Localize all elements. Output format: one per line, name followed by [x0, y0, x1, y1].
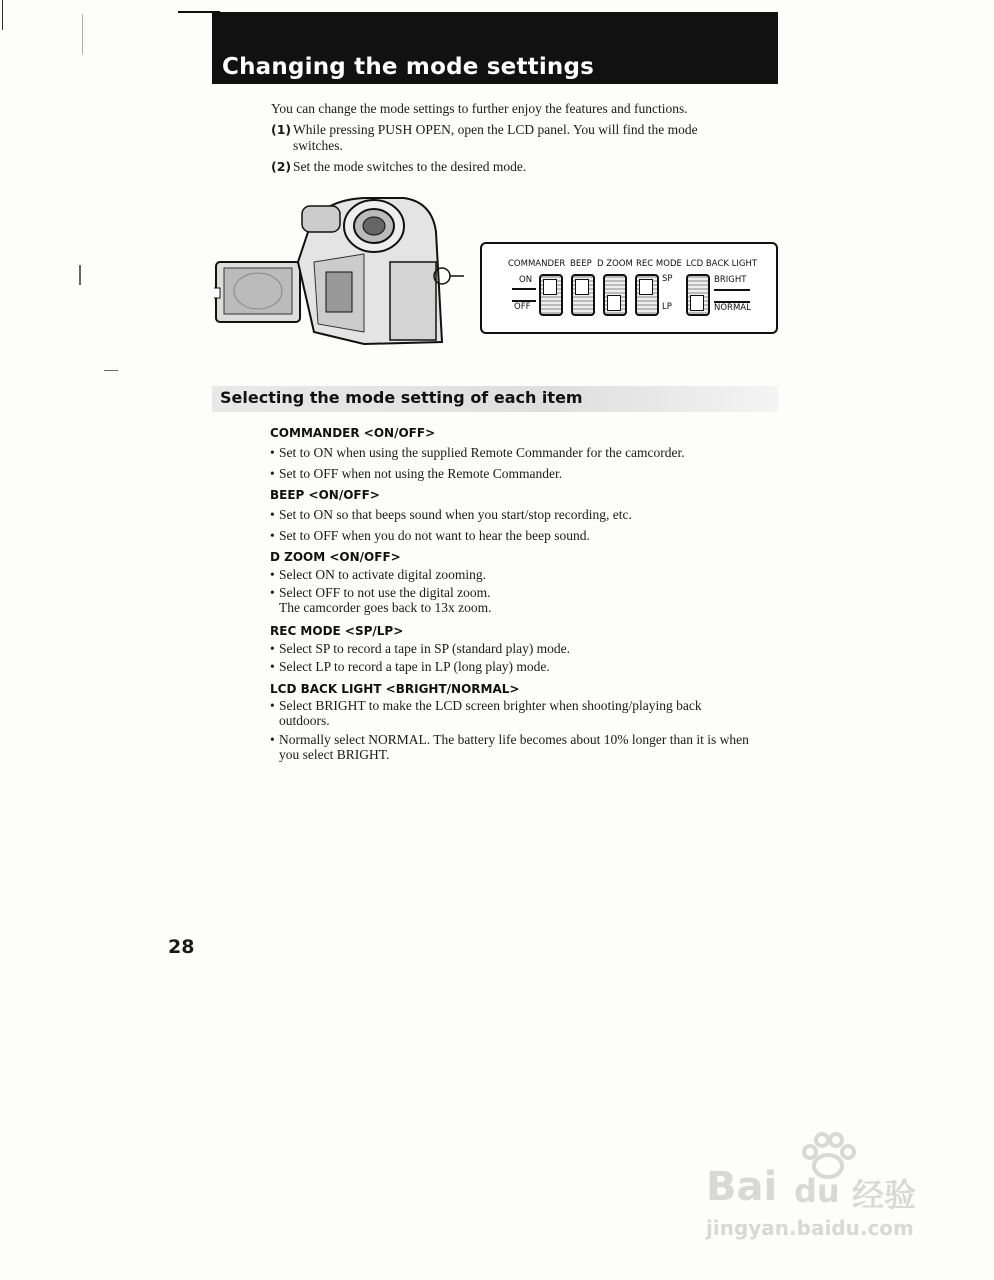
commander-bullet-1: • Set to ON when using the supplied Remote Commander for the camcorder. — [270, 445, 685, 460]
step-2 — [271, 159, 761, 175]
baidu-watermark — [706, 1130, 946, 1250]
commander-heading: COMMANDER <ON/OFF> — [270, 426, 436, 440]
dzoom-bullet-1: • Select ON to activate digital zooming. — [270, 567, 486, 582]
on-indicator-line — [512, 288, 536, 290]
beep-switch — [571, 274, 595, 316]
beep-heading: BEEP <ON/OFF> — [270, 488, 380, 502]
commander-switch-label: COMMANDER — [508, 259, 566, 269]
lcd-bullet-1: • Select BRIGHT to make the LCD screen brighter when shooting/playing back outdoors. — [270, 698, 702, 728]
bright-indicator-line — [714, 289, 750, 291]
title-bar — [212, 12, 778, 84]
section-heading: Selecting the mode setting of each item — [220, 388, 583, 407]
step-1 — [271, 122, 761, 154]
off-label: OFF — [514, 302, 531, 312]
beep-bullet-2: • Set to OFF when you do not want to hear the beep sound. — [270, 528, 590, 543]
step-number: (2) — [271, 159, 292, 174]
watermark-jingyan: 经验 — [852, 1176, 917, 1214]
scan-mark — [82, 14, 83, 54]
recmode-switch-label: REC MODE — [636, 259, 682, 269]
lp-label: LP — [662, 302, 672, 312]
commander-switch — [539, 274, 563, 316]
section-heading-bar — [212, 386, 778, 412]
off-indicator-line — [512, 300, 536, 302]
watermark-bai: Bai — [706, 1164, 778, 1210]
dzoom-switch-label: D ZOOM — [597, 259, 633, 269]
lcd-backlight-switch-label: LCD BACK LIGHT — [686, 259, 758, 269]
scan-mark — [79, 265, 81, 285]
bright-label: BRIGHT — [714, 275, 747, 285]
beep-bullet-1: • Set to ON so that beeps sound when you start/stop recording, etc. — [270, 507, 632, 522]
normal-indicator-line — [714, 301, 750, 303]
page-title: Changing the mode settings — [222, 54, 595, 80]
lcd-backlight-heading: LCD BACK LIGHT <BRIGHT/NORMAL> — [270, 682, 520, 696]
recmode-bullet-1: • Select SP to record a tape in SP (standard play) mode. — [270, 641, 571, 656]
sp-label: SP — [662, 274, 673, 284]
recmode-heading: REC MODE <SP/LP> — [270, 624, 404, 638]
recmode-switch — [635, 274, 659, 316]
step-text: Set the mode switches to the desired mode. — [293, 159, 527, 174]
step-text-cont: switches. — [293, 138, 343, 153]
dzoom-switch — [603, 274, 627, 316]
step-number: (1) — [271, 122, 292, 137]
on-label: ON — [519, 275, 533, 285]
step-text: While pressing PUSH OPEN, open the LCD panel. You will find the mode — [293, 122, 698, 137]
camcorder-illustration — [214, 192, 464, 352]
lcd-bullet-2: • Normally select NORMAL. The battery life becomes about 10% longer than it is when you select BRIGHT. — [270, 732, 749, 762]
normal-label: NORMAL — [714, 303, 751, 313]
commander-bullet-2: • Set to OFF when not using the Remote Commander. — [270, 466, 563, 481]
watermark-url: jingyan.baidu.com — [706, 1216, 914, 1240]
lcd-backlight-switch — [686, 274, 710, 316]
recmode-bullet-2: • Select LP to record a tape in LP (long play) mode. — [270, 659, 550, 674]
page-number: 28 — [168, 936, 195, 958]
beep-switch-label: BEEP — [570, 259, 592, 269]
scan-mark — [2, 0, 3, 30]
watermark-du: du — [794, 1172, 840, 1210]
dzoom-bullet-2: • Select OFF to not use the digital zoom. The camcorder goes back to 13x zoom. — [270, 585, 492, 615]
dzoom-heading: D ZOOM <ON/OFF> — [270, 550, 401, 564]
mode-switch-panel — [480, 242, 778, 334]
scan-mark — [104, 370, 118, 371]
intro-text: You can change the mode settings to further enjoy the features and functions. — [271, 101, 688, 116]
